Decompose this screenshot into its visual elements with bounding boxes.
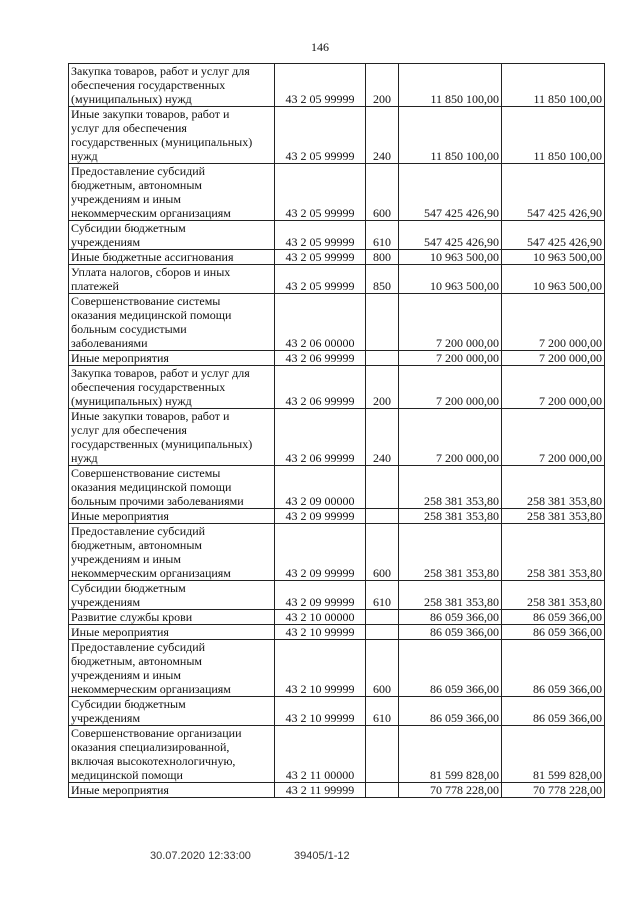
row-type-cell: 200 <box>366 366 399 409</box>
page-number: 146 <box>311 40 329 54</box>
row-name-line: обеспечения государственных <box>71 78 226 92</box>
table-row <box>69 783 605 798</box>
row-sum1-cell: 7 200 000,00 <box>399 409 502 466</box>
row-code-cell: 43 2 11 99999 <box>275 783 366 798</box>
row-sum2-cell: 86 059 366,00 <box>502 610 605 625</box>
row-name-line: некоммерческим организациям <box>71 206 231 220</box>
row-name-line: государственных (муниципальных) <box>71 135 253 149</box>
row-name-cell <box>69 107 275 164</box>
row-name-cell <box>69 640 275 697</box>
row-name-line: учреждениям и иным <box>71 668 181 682</box>
row-name-line: Развитие службы крови <box>71 610 193 624</box>
table-row <box>69 366 605 409</box>
row-sum1-cell: 7 200 000,00 <box>399 366 502 409</box>
row-name-line: бюджетным, автономным <box>71 538 202 552</box>
row-sum1-cell: 10 963 500,00 <box>399 250 502 265</box>
row-name-cell <box>69 351 275 366</box>
row-name-line: Иные мероприятия <box>71 351 169 365</box>
row-name-line: Иные закупки товаров, работ и <box>71 409 230 423</box>
table-row <box>69 625 605 640</box>
row-name-line: Субсидии бюджетным <box>71 221 186 235</box>
table-row <box>69 640 605 697</box>
row-name-line: Совершенствование системы <box>71 466 221 480</box>
budget-table-body <box>69 64 605 798</box>
row-name-line: Совершенствование организации <box>71 726 242 740</box>
row-name-cell <box>69 221 275 250</box>
row-name-line: (муниципальных) нужд <box>71 92 192 106</box>
row-type-cell <box>366 509 399 524</box>
row-sum2-cell: 258 381 353,80 <box>502 581 605 610</box>
row-name-line: Иные мероприятия <box>71 625 169 639</box>
row-code-cell: 43 2 05 99999 <box>275 164 366 221</box>
row-name-line: (муниципальных) нужд <box>71 394 192 408</box>
row-name-line: услуг для обеспечения <box>71 423 187 437</box>
row-name-line: платежей <box>71 279 119 293</box>
row-type-cell <box>366 351 399 366</box>
row-name-line: Субсидии бюджетным <box>71 581 186 595</box>
row-code-cell: 43 2 10 99999 <box>275 625 366 640</box>
row-name-cell <box>69 64 275 107</box>
row-type-cell: 240 <box>366 107 399 164</box>
row-sum1-cell: 258 381 353,80 <box>399 466 502 509</box>
table-row <box>69 294 605 351</box>
table-row <box>69 466 605 509</box>
row-sum1-cell: 547 425 426,90 <box>399 164 502 221</box>
row-sum2-cell: 10 963 500,00 <box>502 250 605 265</box>
row-sum2-cell: 11 850 100,00 <box>502 107 605 164</box>
budget-table <box>68 63 605 798</box>
row-name-line: Субсидии бюджетным <box>71 697 186 711</box>
row-code-cell: 43 2 06 99999 <box>275 366 366 409</box>
row-sum1-cell: 258 381 353,80 <box>399 509 502 524</box>
row-type-cell: 610 <box>366 221 399 250</box>
row-sum1-cell: 11 850 100,00 <box>399 107 502 164</box>
row-name-line: Иные мероприятия <box>71 509 169 523</box>
row-name-line: некоммерческим организациям <box>71 682 231 696</box>
row-code-cell: 43 2 06 00000 <box>275 294 366 351</box>
table-row <box>69 726 605 783</box>
table-row <box>69 697 605 726</box>
row-sum1-cell: 70 778 228,00 <box>399 783 502 798</box>
row-sum2-cell: 547 425 426,90 <box>502 164 605 221</box>
row-type-cell <box>366 783 399 798</box>
row-name-cell <box>69 697 275 726</box>
row-name-line: учреждениям <box>71 711 141 725</box>
table-row <box>69 351 605 366</box>
table-row <box>69 524 605 581</box>
row-type-cell: 800 <box>366 250 399 265</box>
row-sum1-cell: 7 200 000,00 <box>399 294 502 351</box>
row-name-line: Уплата налогов, сборов и иных <box>71 265 231 279</box>
row-name-line: учреждениям и иным <box>71 552 181 566</box>
row-sum1-cell: 86 059 366,00 <box>399 610 502 625</box>
row-sum2-cell: 81 599 828,00 <box>502 726 605 783</box>
table-row <box>69 409 605 466</box>
row-type-cell <box>366 294 399 351</box>
row-code-cell: 43 2 10 99999 <box>275 640 366 697</box>
table-row <box>69 610 605 625</box>
row-sum2-cell: 86 059 366,00 <box>502 625 605 640</box>
row-name-line: Иные мероприятия <box>71 783 169 797</box>
row-name-line: учреждениям <box>71 235 141 249</box>
row-sum1-cell: 81 599 828,00 <box>399 726 502 783</box>
row-sum2-cell: 258 381 353,80 <box>502 509 605 524</box>
row-code-cell: 43 2 05 99999 <box>275 64 366 107</box>
row-name-line: больным сосудистыми <box>71 322 187 336</box>
row-sum2-cell: 7 200 000,00 <box>502 366 605 409</box>
row-name-line: учреждениям и иным <box>71 192 181 206</box>
row-code-cell: 43 2 11 00000 <box>275 726 366 783</box>
row-name-cell <box>69 250 275 265</box>
row-name-line: учреждениям <box>71 595 141 609</box>
row-name-line: нужд <box>71 149 98 163</box>
row-name-line: Закупка товаров, работ и услуг для <box>71 366 250 380</box>
row-sum2-cell: 7 200 000,00 <box>502 294 605 351</box>
row-name-cell <box>69 409 275 466</box>
row-name-line: бюджетным, автономным <box>71 654 202 668</box>
table-row <box>69 107 605 164</box>
row-name-cell <box>69 466 275 509</box>
row-sum1-cell: 86 059 366,00 <box>399 625 502 640</box>
row-name-cell <box>69 524 275 581</box>
row-name-line: некоммерческим организациям <box>71 566 231 580</box>
row-name-line: больным прочими заболеваниями <box>71 494 244 508</box>
row-code-cell: 43 2 06 99999 <box>275 409 366 466</box>
row-name-line: Иные бюджетные ассигнования <box>71 250 234 264</box>
row-sum1-cell: 258 381 353,80 <box>399 581 502 610</box>
table-row <box>69 581 605 610</box>
document-footer <box>150 850 390 862</box>
row-type-cell <box>366 726 399 783</box>
row-sum2-cell: 11 850 100,00 <box>502 64 605 107</box>
row-name-cell <box>69 509 275 524</box>
footer-doc-number: 39405/1-12 <box>294 850 350 862</box>
row-name-cell <box>69 625 275 640</box>
row-type-cell: 600 <box>366 524 399 581</box>
row-name-line: оказания медицинской помощи <box>71 480 232 494</box>
row-sum1-cell: 10 963 500,00 <box>399 265 502 294</box>
row-code-cell: 43 2 05 99999 <box>275 221 366 250</box>
footer-datetime: 30.07.2020 12:33:00 <box>150 850 251 862</box>
table-row <box>69 64 605 107</box>
row-name-cell <box>69 265 275 294</box>
row-code-cell: 43 2 05 99999 <box>275 250 366 265</box>
row-type-cell: 850 <box>366 265 399 294</box>
row-sum1-cell: 547 425 426,90 <box>399 221 502 250</box>
row-code-cell: 43 2 05 99999 <box>275 265 366 294</box>
row-code-cell: 43 2 09 00000 <box>275 466 366 509</box>
table-row <box>69 221 605 250</box>
row-code-cell: 43 2 10 00000 <box>275 610 366 625</box>
row-name-line: Предоставление субсидий <box>71 524 206 538</box>
row-name-line: заболеваниями <box>71 336 148 350</box>
table-row <box>69 250 605 265</box>
row-name-line: Предоставление субсидий <box>71 640 206 654</box>
row-sum1-cell: 86 059 366,00 <box>399 697 502 726</box>
row-type-cell: 610 <box>366 697 399 726</box>
row-code-cell: 43 2 06 99999 <box>275 351 366 366</box>
row-sum2-cell: 7 200 000,00 <box>502 351 605 366</box>
row-name-line: государственных (муниципальных) <box>71 437 253 451</box>
row-name-cell <box>69 164 275 221</box>
row-name-line: бюджетным, автономным <box>71 178 202 192</box>
row-sum2-cell: 258 381 353,80 <box>502 466 605 509</box>
row-type-cell <box>366 625 399 640</box>
row-name-cell <box>69 366 275 409</box>
row-sum1-cell: 11 850 100,00 <box>399 64 502 107</box>
row-sum1-cell: 258 381 353,80 <box>399 524 502 581</box>
row-name-line: включая высокотехнологичную, <box>71 754 236 768</box>
row-sum2-cell: 10 963 500,00 <box>502 265 605 294</box>
row-name-line: оказания специализированной, <box>71 740 230 754</box>
row-name-line: Закупка товаров, работ и услуг для <box>71 64 250 78</box>
row-name-cell <box>69 783 275 798</box>
table-row <box>69 509 605 524</box>
row-type-cell: 240 <box>366 409 399 466</box>
row-name-line: медицинской помощи <box>71 768 183 782</box>
row-name-cell <box>69 581 275 610</box>
row-name-line: нужд <box>71 451 98 465</box>
row-name-line: Совершенствование системы <box>71 294 221 308</box>
row-type-cell: 600 <box>366 164 399 221</box>
row-code-cell: 43 2 09 99999 <box>275 524 366 581</box>
row-name-line: услуг для обеспечения <box>71 121 187 135</box>
row-sum2-cell: 86 059 366,00 <box>502 697 605 726</box>
row-sum1-cell: 7 200 000,00 <box>399 351 502 366</box>
row-type-cell <box>366 466 399 509</box>
row-type-cell: 610 <box>366 581 399 610</box>
row-type-cell: 200 <box>366 64 399 107</box>
row-name-cell <box>69 726 275 783</box>
row-code-cell: 43 2 09 99999 <box>275 509 366 524</box>
row-name-line: оказания медицинской помощи <box>71 308 232 322</box>
row-name-line: обеспечения государственных <box>71 380 226 394</box>
table-row <box>69 164 605 221</box>
row-sum2-cell: 7 200 000,00 <box>502 409 605 466</box>
row-type-cell: 600 <box>366 640 399 697</box>
row-code-cell: 43 2 05 99999 <box>275 107 366 164</box>
row-sum2-cell: 86 059 366,00 <box>502 640 605 697</box>
row-type-cell <box>366 610 399 625</box>
row-sum2-cell: 70 778 228,00 <box>502 783 605 798</box>
row-name-line: Иные закупки товаров, работ и <box>71 107 230 121</box>
row-sum2-cell: 258 381 353,80 <box>502 524 605 581</box>
row-sum1-cell: 86 059 366,00 <box>399 640 502 697</box>
row-name-cell <box>69 294 275 351</box>
row-code-cell: 43 2 10 99999 <box>275 697 366 726</box>
row-name-line: Предоставление субсидий <box>71 164 206 178</box>
row-sum2-cell: 547 425 426,90 <box>502 221 605 250</box>
table-row <box>69 265 605 294</box>
row-code-cell: 43 2 09 99999 <box>275 581 366 610</box>
row-name-cell <box>69 610 275 625</box>
